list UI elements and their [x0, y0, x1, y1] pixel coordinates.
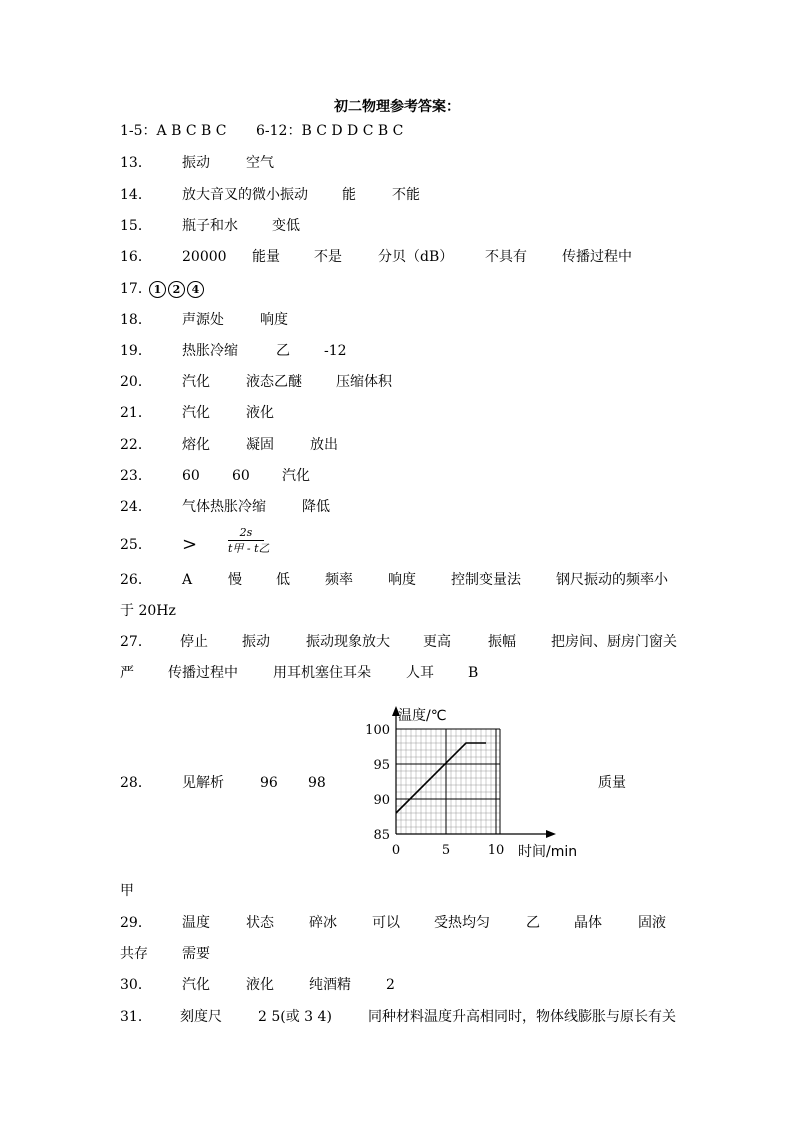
- answer-item: 凝固: [246, 437, 274, 453]
- answer-item: 不能: [392, 187, 420, 203]
- answer-item: 60: [182, 468, 200, 484]
- answer-item: 可以: [372, 915, 400, 931]
- y-tick-label: 85: [373, 828, 390, 843]
- answer-item: 98: [308, 775, 326, 791]
- fraction-numerator: 2s: [228, 526, 264, 541]
- q-number: 14．: [120, 187, 152, 203]
- answer-item: 受热均匀: [434, 915, 490, 931]
- answer-item: 固液: [638, 915, 666, 931]
- greater-than-sign: >: [182, 534, 198, 555]
- answer-item: 20000: [182, 249, 227, 265]
- answer-item: 汽化: [182, 405, 210, 421]
- answer-item: 钢尺振动的频率小: [556, 572, 668, 588]
- q-number: 20．: [120, 374, 152, 390]
- circled-number-4: 4: [187, 281, 204, 298]
- answers-1-5: 1-5：A B C B C: [120, 123, 227, 139]
- answer-item: 需要: [182, 946, 210, 962]
- answer-item: 汽化: [182, 374, 210, 390]
- answer-item: 状态: [246, 915, 274, 931]
- answer-item: 振幅: [488, 634, 516, 650]
- answer-item: 分贝（dB）: [378, 249, 454, 265]
- answer-item: 不是: [314, 249, 342, 265]
- temperature-time-chart: [360, 700, 590, 870]
- answer-item: 液态乙醚: [246, 374, 302, 390]
- x-tick-label: 5: [441, 843, 451, 858]
- answer-item: 声源处: [182, 312, 224, 328]
- fraction-denominator: t甲 - t乙: [228, 542, 270, 555]
- answer-item: 能: [342, 187, 356, 203]
- answer-item: 压缩体积: [336, 374, 392, 390]
- answer-item: 慢: [228, 572, 242, 588]
- answer-item: 2: [386, 977, 395, 993]
- answer-item: 气体热胀冷缩: [182, 499, 266, 515]
- answer-26-continued: 于 20Hz: [120, 603, 176, 619]
- answer-item: 温度: [182, 915, 210, 931]
- answer-item: -12: [324, 343, 347, 359]
- q-number: 24．: [120, 499, 152, 515]
- answer-item: 热胀冷缩: [182, 343, 238, 359]
- answer-item: 振动: [242, 634, 270, 650]
- circled-number-1: 1: [149, 281, 166, 298]
- answer-item: 控制变量法: [451, 572, 521, 588]
- fraction-formula: [228, 526, 270, 555]
- answer-item: 共存: [120, 946, 148, 962]
- x-tick-label: 10: [487, 843, 505, 858]
- x-tick-label: 0: [391, 843, 401, 858]
- answer-item: 乙: [526, 915, 540, 931]
- answer-item: 纯酒精: [309, 977, 351, 993]
- y-tick-label: 95: [373, 758, 390, 773]
- answer-item: 把房间、厨房门窗关: [551, 634, 677, 650]
- answer-item: 人耳: [406, 665, 434, 681]
- answer-item: 传播过程中: [168, 665, 238, 681]
- page-title: 初二物理参考答案：: [334, 99, 460, 115]
- answer-item: 汽化: [182, 977, 210, 993]
- q-number: 25．: [120, 537, 152, 553]
- answer-item: 质量: [598, 775, 626, 791]
- answer-item: 2 5(或 3 4): [258, 1009, 332, 1025]
- q-number: 30．: [120, 977, 152, 993]
- answer-item: 60: [232, 468, 250, 484]
- answer-item: 响度: [260, 312, 288, 328]
- answer-item: 液化: [246, 405, 274, 421]
- answer-item: B: [468, 665, 479, 681]
- q-number: 19．: [120, 343, 152, 359]
- answer-item: A: [182, 572, 193, 588]
- answer-item: 乙: [276, 343, 290, 359]
- q-number: 23．: [120, 468, 152, 484]
- answer-item: 停止: [180, 634, 208, 650]
- y-axis-label: 温度/℃: [398, 708, 447, 724]
- answer-item: 降低: [302, 499, 330, 515]
- answer-item: 低: [276, 572, 290, 588]
- x-axis-arrow: [546, 830, 556, 838]
- answer-item: 振动: [182, 155, 210, 171]
- answer-item: 空气: [246, 155, 274, 171]
- answer-item: 见解析: [182, 775, 224, 791]
- circled-number-2: 2: [168, 281, 185, 298]
- answer-item: 放大音叉的微小振动: [182, 187, 308, 203]
- answer-item: 同种材料温度升高相同时，物体线膨胀与原长有关: [368, 1009, 676, 1025]
- answer-28-continued: 甲: [120, 883, 134, 899]
- answer-item: 熔化: [182, 437, 210, 453]
- answer-item: 碎冰: [309, 915, 337, 931]
- q-number: 28．: [120, 775, 152, 791]
- q-number: 18．: [120, 312, 152, 328]
- answer-item: 传播过程中: [562, 249, 632, 265]
- answer-item: 刻度尺: [180, 1009, 222, 1025]
- answer-item: 振动现象放大: [306, 634, 390, 650]
- q-number: 21．: [120, 405, 152, 421]
- answer-item: 能量: [252, 249, 280, 265]
- answer-item: 更高: [423, 634, 451, 650]
- q-number: 22．: [120, 437, 152, 453]
- q-number: 15．: [120, 218, 152, 234]
- q-number: 17．: [120, 281, 152, 297]
- x-axis-label: 时间/min: [518, 844, 578, 860]
- answer-item: 变低: [272, 218, 300, 234]
- answer-item: 频率: [325, 572, 353, 588]
- q-number: 16．: [120, 249, 152, 265]
- answer-item: 晶体: [574, 915, 602, 931]
- answer-item: 瓶子和水: [182, 218, 238, 234]
- y-tick-label: 100: [365, 723, 390, 738]
- q-number: 31．: [120, 1009, 152, 1025]
- answer-item: 用耳机塞住耳朵: [273, 665, 371, 681]
- q-number: 26．: [120, 572, 152, 588]
- answer-item: 放出: [310, 437, 338, 453]
- answers-6-12: 6-12：B C D D C B C: [256, 123, 404, 139]
- answer-item: 严: [120, 665, 134, 681]
- q-number: 13．: [120, 155, 152, 171]
- y-tick-label: 90: [373, 793, 390, 808]
- answer-item: 汽化: [282, 468, 310, 484]
- answer-item: 响度: [388, 572, 416, 588]
- answer-item: 不具有: [485, 249, 527, 265]
- q-number: 27．: [120, 634, 152, 650]
- answer-item: 液化: [246, 977, 274, 993]
- answer-item: 96: [260, 775, 278, 791]
- q-number: 29．: [120, 915, 152, 931]
